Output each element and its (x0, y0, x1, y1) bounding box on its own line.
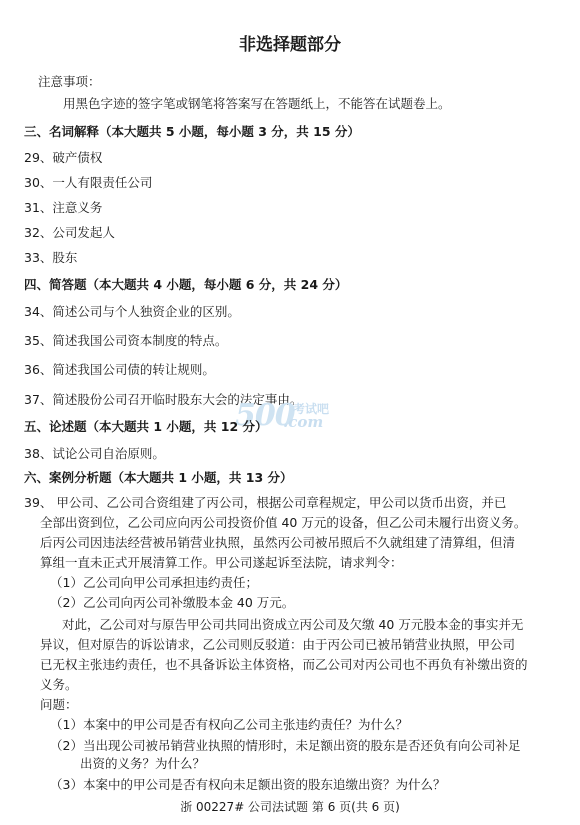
notice-text: 用黑色字迹的签字笔或钢笔将答案写在答题纸上，不能答在试题卷上。 (63, 96, 451, 111)
question-35: 35、简述我国公司资本制度的特点。 (24, 333, 228, 348)
question-33: 33、股东 (24, 250, 78, 265)
case-line-1: 39、 甲公司、乙公司合资组建了丙公司，根据公司章程规定，甲公司以货币出资，并已 (24, 495, 507, 510)
notice-heading: 注意事项： (38, 74, 101, 89)
section-heading-6: 六、案例分析题（本大题共 1 小题，共 13 分） (24, 470, 293, 485)
case-question-2: （2）当出现公司被吊销营业执照的情形时，未足额出资的股东是否还负有向公司补足 (50, 738, 521, 753)
watermark-cn: 考试吧 (293, 402, 330, 416)
page-footer: 浙 00227# 公司法试题 第 6 页(共 6 页) (180, 800, 400, 814)
case-question-3: （3）本案中的甲公司是否有权向未足额出资的股东追缴出资？为什么？ (50, 777, 446, 792)
question-34: 34、简述公司与个人独资企业的区别。 (24, 304, 240, 319)
case-question-2-cont: 出资的义务？为什么？ (80, 756, 206, 771)
questions-label: 问题： (40, 697, 78, 712)
case-question-1: （1）本案中的甲公司是否有权向乙公司主张违约责任？为什么？ (50, 717, 408, 732)
watermark-logo: 500 (235, 398, 295, 433)
section-heading-3: 三、名词解释（本大题共 5 小题，每小题 3 分，共 15 分） (24, 124, 360, 139)
section-heading-5: 五、论述题（本大题共 1 小题，共 12 分） (24, 419, 268, 434)
section-heading-4: 四、简答题（本大题共 4 小题，每小题 6 分，共 24 分） (24, 277, 348, 292)
question-31: 31、注意义务 (24, 200, 103, 215)
question-29: 29、破产债权 (24, 150, 103, 165)
question-32: 32、公司发起人 (24, 225, 115, 240)
watermark-domain: .com (283, 413, 324, 431)
question-30: 30、一人有限责任公司 (24, 175, 153, 190)
case-line-8: 异议，但对原告的诉讼请求，乙公司则反驳道：由于丙公司已被吊销营业执照，甲公司 (40, 637, 516, 652)
case-claim-1: （1）乙公司向甲公司承担违约责任； (50, 575, 258, 590)
question-38: 38、试论公司自治原则。 (24, 446, 165, 461)
case-line-10: 义务。 (40, 677, 78, 692)
case-line-3: 后丙公司因违法经营被吊销营业执照，虽然丙公司被吊照后不久就组建了清算组，但清 (40, 535, 516, 550)
question-37: 37、简述股份公司召开临时股东大会的法定事由。 (24, 392, 303, 407)
case-line-7: 对此，乙公司对与原告甲公司共同出资成立丙公司及欠缴 40 万元股本金的事实并无 (62, 617, 524, 632)
question-36: 36、简述我国公司债的转让规则。 (24, 362, 215, 377)
page-title: 非选择题部分 (239, 35, 341, 55)
case-line-2: 全部出资到位，乙公司应向丙公司投资价值 40 万元的设备，但乙公司未履行出资义务。 (40, 515, 527, 530)
case-line-4: 算组一直未正式开展清算工作。甲公司遂起诉至法院，请求判令： (40, 555, 403, 570)
case-claim-2: （2）乙公司向丙公司补缴股本金 40 万元。 (50, 595, 295, 610)
case-line-9: 已无权主张违约责任，也不具备诉讼主体资格，而乙公司对丙公司也不再负有补缴出资的 (40, 657, 528, 672)
